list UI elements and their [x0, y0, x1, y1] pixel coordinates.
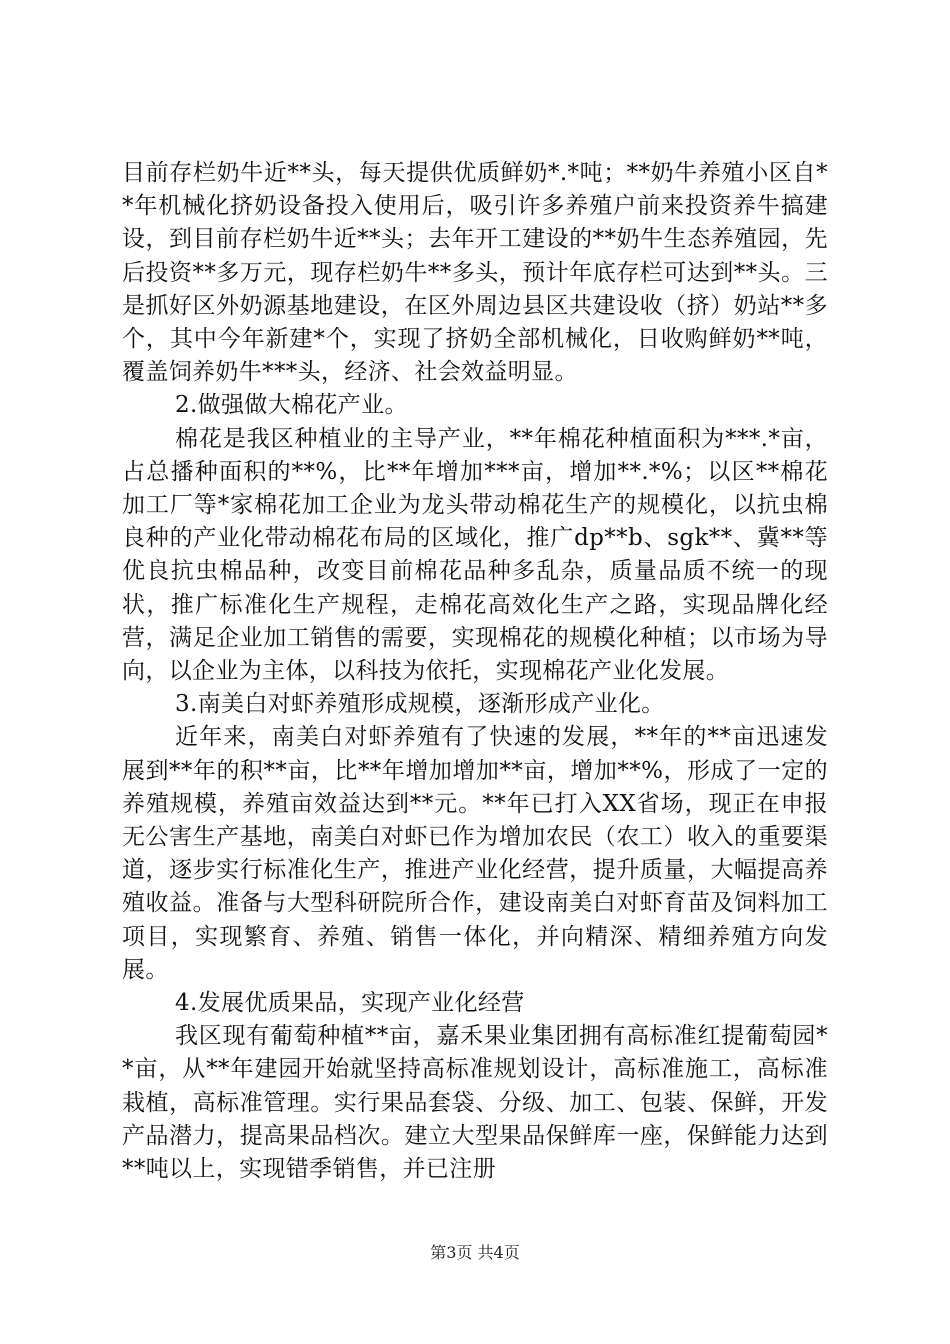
page-number-footer: 第3页 共4页	[430, 1243, 520, 1262]
heading-cotton: 2.做强做大棉花产业。	[175, 392, 408, 419]
heading-shrimp: 3.南美白对虾养殖形成规模，逐渐形成产业化。	[175, 691, 665, 718]
paragraph-fruit: 我区现有葡萄种植**亩，嘉禾果业集团拥有高标准红提葡萄园**亩，从**年建园开始就坚持高标准规划设计，高标准施工，高标准栽植，高标准管理。实行果品套袋、分级、加工、包装、保鲜，开发产品潜力，提高果品档次。建立大型果品保鲜库一座，保鲜能力达到**吨以上，实现错季销售，并已注册	[122, 1023, 828, 1183]
document-body	[122, 157, 828, 1186]
heading-fruit: 4.发展优质果品，实现产业化经营	[175, 990, 525, 1017]
paragraph-cotton: 棉花是我区种植业的主导产业，**年棉花种植面积为***.*亩，占总播种面积的**%，比**年增加***亩，增加**.*%；以区**棉花加工厂等*家棉花加工企业为龙头带动棉花生产的规模化，以抗虫棉良种的产业化带动棉花布局的区域化，推广dp**b、sgk**、冀**等优良抗虫棉品种，改变目前棉花品种多乱杂，质量品质不统一的现状，推广标准化生产规程，走棉花高效化生产之路，实现品牌化经营，满足企业加工销售的需要，实现棉花的规模化种植；以市场为导向，以企业为主体，以科技为依托，实现棉花产业化发展。	[122, 425, 828, 685]
paragraph-dairy-cont: 目前存栏奶牛近**头，每天提供优质鲜奶*.*吨；**奶牛养殖小区自**年机械化挤奶设备投入使用后，吸引许多养殖户前来投资养牛搞建设，到目前存栏奶牛近**头；去年开工建设的**奶牛生态养殖园，先后投资**多万元，现存栏奶牛**多头，预计年底存栏可达到**头。三是抓好区外奶源基地建设，在区外周边县区共建设收（挤）奶站**多个，其中今年新建*个，实现了挤奶全部机械化，日收购鲜奶**吨，覆盖饲养奶牛***头，经济、社会效益明显。	[122, 160, 828, 386]
paragraph-shrimp: 近年来，南美白对虾养殖有了快速的发展，**年的**亩迅速发展到**年的积**亩，比**年增加增加**亩，增加**%，形成了一定的养殖规模，养殖亩效益达到**元。**年已打入XX省场，现正在申报无公害生产基地，南美白对虾已作为增加农民（农工）收入的重要渠道，逐步实行标准化生产，推进产业化经营，提升质量，大幅提高养殖收益。准备与大型科研院所合作，建设南美白对虾育苗及饲料加工项目，实现繁育、养殖、销售一体化，并向精深、精细养殖方向发展。	[122, 724, 828, 983]
